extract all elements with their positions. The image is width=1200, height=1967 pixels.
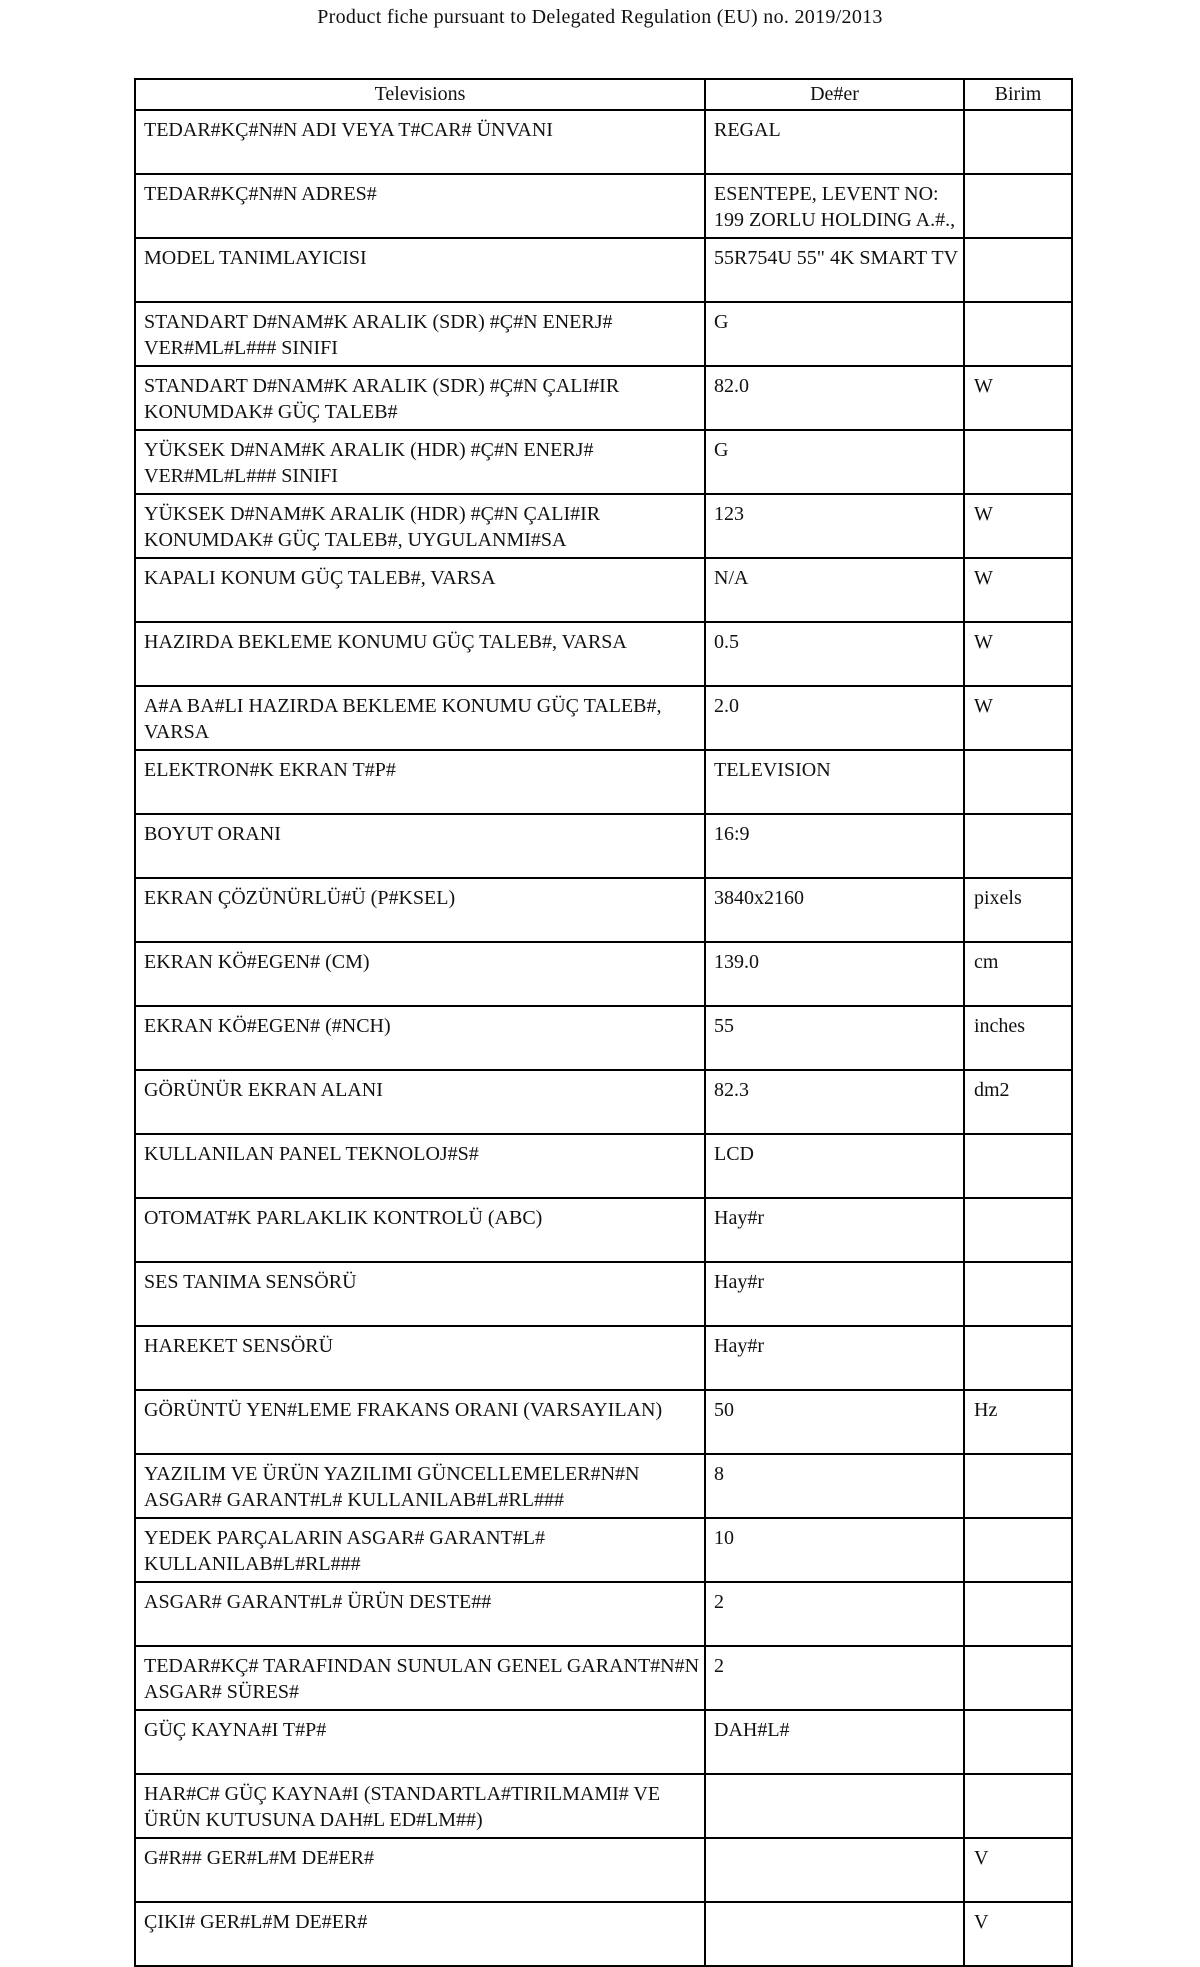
property-cell xyxy=(135,750,705,814)
unit-cell xyxy=(964,1582,1072,1646)
table-row xyxy=(135,1518,1072,1582)
value-cell-text: 0.5 xyxy=(714,631,739,653)
value-cell xyxy=(705,1774,964,1838)
unit-cell xyxy=(964,878,1072,942)
value-cell xyxy=(705,494,964,558)
table-row xyxy=(135,1262,1072,1326)
property-cell-text: KULLANILAN PANEL TEKNOLOJ#S# xyxy=(144,1143,479,1165)
property-cell-text: YEDEK PARÇALARIN ASGAR# GARANT#L# KULLANILAB#L#RL### xyxy=(144,1527,545,1575)
unit-cell-text: W xyxy=(974,375,993,397)
unit-cell xyxy=(964,1518,1072,1582)
unit-cell-text: dm2 xyxy=(974,1079,1010,1101)
property-cell-text: HAREKET SENSÖRÜ xyxy=(144,1335,334,1357)
table-row xyxy=(135,366,1072,430)
unit-cell-text: W xyxy=(974,631,993,653)
value-cell-text: G xyxy=(714,439,729,461)
table-row xyxy=(135,750,1072,814)
property-cell xyxy=(135,1518,705,1582)
value-cell xyxy=(705,430,964,494)
unit-cell xyxy=(964,942,1072,1006)
property-cell-text: YÜKSEK D#NAM#K ARALIK (HDR) #Ç#N ENERJ# VER#ML#L### SINIFI xyxy=(144,439,594,487)
property-cell xyxy=(135,430,705,494)
value-cell-text: 82.3 xyxy=(714,1079,749,1101)
table-row xyxy=(135,430,1072,494)
value-cell-text: 123 xyxy=(714,503,744,525)
property-cell-text: HAR#C# GÜÇ KAYNA#I (STANDARTLA#TIRILMAMI# VE ÜRÜN KUTUSUNA DAH#L ED#LM##) xyxy=(144,1783,661,1831)
value-cell xyxy=(705,686,964,750)
property-cell xyxy=(135,878,705,942)
unit-cell xyxy=(964,750,1072,814)
table-row xyxy=(135,1326,1072,1390)
property-cell-text: ELEKTRON#K EKRAN T#P# xyxy=(144,759,396,781)
unit-cell xyxy=(964,1902,1072,1966)
property-cell-text: TEDAR#KÇ#N#N ADRES# xyxy=(144,183,377,205)
property-cell-text: TEDAR#KÇ# TARAFINDAN SUNULAN GENEL GARANT#N#N ASGAR# SÜRES# xyxy=(144,1655,700,1703)
property-cell xyxy=(135,1454,705,1518)
header-row xyxy=(135,79,1072,110)
property-cell-text: BOYUT ORANI xyxy=(144,823,281,845)
value-cell xyxy=(705,1006,964,1070)
value-cell xyxy=(705,1518,964,1582)
value-cell xyxy=(705,1582,964,1646)
property-cell xyxy=(135,1262,705,1326)
table-row xyxy=(135,1390,1072,1454)
unit-cell xyxy=(964,110,1072,174)
unit-cell xyxy=(964,1006,1072,1070)
property-cell-text: STANDART D#NAM#K ARALIK (SDR) #Ç#N ENERJ# VER#ML#L### SINIFI xyxy=(144,311,613,359)
value-cell xyxy=(705,622,964,686)
value-cell xyxy=(705,174,964,238)
unit-cell-text: Hz xyxy=(974,1399,998,1421)
product-fiche-table xyxy=(134,78,1073,1967)
property-cell xyxy=(135,302,705,366)
property-cell xyxy=(135,1582,705,1646)
table-row xyxy=(135,1582,1072,1646)
unit-cell xyxy=(964,494,1072,558)
value-cell-text: DAH#L# xyxy=(714,1719,790,1741)
unit-cell-text: W xyxy=(974,695,993,717)
unit-cell xyxy=(964,1646,1072,1710)
unit-cell-text: inches xyxy=(974,1015,1026,1037)
unit-cell xyxy=(964,686,1072,750)
value-cell xyxy=(705,1134,964,1198)
property-cell-text: GÜÇ KAYNA#I T#P# xyxy=(144,1719,327,1741)
table-row xyxy=(135,1006,1072,1070)
property-cell-text: OTOMAT#K PARLAKLIK KONTROLÜ (ABC) xyxy=(144,1207,543,1229)
value-cell-text: REGAL xyxy=(714,119,781,141)
value-cell-text: 2 xyxy=(714,1655,724,1677)
unit-cell xyxy=(964,1710,1072,1774)
property-cell xyxy=(135,494,705,558)
value-cell-text: 2.0 xyxy=(714,695,739,717)
property-cell xyxy=(135,1006,705,1070)
value-cell-text: Hay#r xyxy=(714,1207,764,1229)
unit-cell-text: cm xyxy=(974,951,999,973)
property-cell-text: STANDART D#NAM#K ARALIK (SDR) #Ç#N ÇALI#IR KONUMDAK# GÜÇ TALEB# xyxy=(144,375,620,423)
property-cell xyxy=(135,1774,705,1838)
value-cell xyxy=(705,750,964,814)
property-cell-text: A#A BA#LI HAZIRDA BEKLEME KONUMU GÜÇ TALEB#, VARSA xyxy=(144,695,662,743)
unit-cell xyxy=(964,1838,1072,1902)
unit-cell xyxy=(964,814,1072,878)
document-title: Product fiche pursuant to Delegated Regulation (EU) no. 2019/2013 xyxy=(317,6,883,28)
value-cell xyxy=(705,1390,964,1454)
value-cell xyxy=(705,238,964,302)
unit-cell xyxy=(964,1326,1072,1390)
property-cell-text: HAZIRDA BEKLEME KONUMU GÜÇ TALEB#, VARSA xyxy=(144,631,627,653)
property-cell-text: GÖRÜNTÜ YEN#LEME FRAKANS ORANI (VARSAYILAN) xyxy=(144,1399,663,1421)
value-cell xyxy=(705,110,964,174)
unit-cell xyxy=(964,430,1072,494)
property-cell-text: KAPALI KONUM GÜÇ TALEB#, VARSA xyxy=(144,567,496,589)
unit-cell xyxy=(964,1454,1072,1518)
table-row xyxy=(135,942,1072,1006)
property-cell xyxy=(135,238,705,302)
value-cell-text: 50 xyxy=(714,1399,734,1421)
property-cell-text: ASGAR# GARANT#L# ÜRÜN DESTE## xyxy=(144,1591,492,1613)
property-cell-text: EKRAN ÇÖZÜNÜRLÜ#Ü (P#KSEL) xyxy=(144,887,456,909)
value-cell-text: G xyxy=(714,311,729,333)
unit-cell xyxy=(964,558,1072,622)
value-cell xyxy=(705,558,964,622)
unit-cell-text: V xyxy=(974,1911,989,1933)
unit-cell-text: pixels xyxy=(974,887,1022,909)
property-cell xyxy=(135,942,705,1006)
table-row xyxy=(135,238,1072,302)
property-cell-text: G#R## GER#L#M DE#ER# xyxy=(144,1847,374,1869)
value-cell xyxy=(705,1070,964,1134)
unit-cell-text: V xyxy=(974,1847,989,1869)
table-row xyxy=(135,1774,1072,1838)
value-cell-text: 55 xyxy=(714,1015,734,1037)
property-cell xyxy=(135,1646,705,1710)
property-cell xyxy=(135,686,705,750)
table-row xyxy=(135,1838,1072,1902)
table-row xyxy=(135,110,1072,174)
table-row xyxy=(135,1070,1072,1134)
property-cell xyxy=(135,1326,705,1390)
table-row xyxy=(135,302,1072,366)
value-cell xyxy=(705,1326,964,1390)
value-cell xyxy=(705,302,964,366)
unit-cell xyxy=(964,622,1072,686)
table-body xyxy=(135,110,1072,1966)
property-cell xyxy=(135,622,705,686)
value-cell xyxy=(705,1710,964,1774)
value-cell xyxy=(705,878,964,942)
property-cell xyxy=(135,110,705,174)
value-cell-text: 16:9 xyxy=(714,823,750,845)
value-cell xyxy=(705,814,964,878)
value-cell-text: 3840x2160 xyxy=(714,887,804,909)
value-cell xyxy=(705,1838,964,1902)
value-cell-text: 82.0 xyxy=(714,375,749,397)
table-row xyxy=(135,1454,1072,1518)
value-cell-text: TELEVISION xyxy=(714,759,831,781)
property-cell xyxy=(135,1134,705,1198)
property-cell-text: YAZILIM VE ÜRÜN YAZILIMI GÜNCELLEMELER#N#N ASGAR# GARANT#L# KULLANILAB#L#RL### xyxy=(144,1463,640,1511)
table-row xyxy=(135,814,1072,878)
column-header-value: De#er xyxy=(705,79,964,110)
value-cell-text: N/A xyxy=(714,567,749,589)
table-row xyxy=(135,174,1072,238)
property-cell xyxy=(135,558,705,622)
unit-cell xyxy=(964,1774,1072,1838)
value-cell-text: 2 xyxy=(714,1591,724,1613)
property-cell xyxy=(135,1390,705,1454)
unit-cell xyxy=(964,302,1072,366)
table-row xyxy=(135,686,1072,750)
property-cell xyxy=(135,1710,705,1774)
column-header-unit: Birim xyxy=(964,79,1072,110)
table-row xyxy=(135,1134,1072,1198)
property-cell xyxy=(135,1070,705,1134)
unit-cell-text: W xyxy=(974,567,993,589)
property-cell-text: GÖRÜNÜR EKRAN ALANI xyxy=(144,1079,383,1101)
unit-cell xyxy=(964,1198,1072,1262)
property-cell xyxy=(135,1902,705,1966)
property-cell-text: EKRAN KÖ#EGEN# (CM) xyxy=(144,951,370,973)
property-cell xyxy=(135,366,705,430)
value-cell xyxy=(705,1198,964,1262)
unit-cell xyxy=(964,1262,1072,1326)
value-cell xyxy=(705,1262,964,1326)
value-cell-text: Hay#r xyxy=(714,1271,764,1293)
value-cell xyxy=(705,942,964,1006)
table-row xyxy=(135,1902,1072,1966)
value-cell xyxy=(705,1646,964,1710)
value-cell-text: Hay#r xyxy=(714,1335,764,1357)
value-cell-text: 8 xyxy=(714,1463,724,1485)
unit-cell-text: W xyxy=(974,503,993,525)
value-cell xyxy=(705,366,964,430)
unit-cell xyxy=(964,174,1072,238)
table-row xyxy=(135,878,1072,942)
table-row xyxy=(135,1198,1072,1262)
unit-cell xyxy=(964,366,1072,430)
table-row xyxy=(135,494,1072,558)
value-cell xyxy=(705,1902,964,1966)
property-cell-text: YÜKSEK D#NAM#K ARALIK (HDR) #Ç#N ÇALI#IR KONUMDAK# GÜÇ TALEB#, UYGULANMI#SA xyxy=(144,503,601,551)
property-cell-text: ÇIKI# GER#L#M DE#ER# xyxy=(144,1911,368,1933)
property-cell xyxy=(135,814,705,878)
table-header xyxy=(135,79,1072,110)
unit-cell xyxy=(964,1070,1072,1134)
unit-cell xyxy=(964,1134,1072,1198)
table-row xyxy=(135,1646,1072,1710)
property-cell xyxy=(135,174,705,238)
table-row xyxy=(135,622,1072,686)
value-cell-text: 55R754U 55" 4K SMART TV xyxy=(714,247,959,269)
value-cell-text: 10 xyxy=(714,1527,734,1549)
value-cell xyxy=(705,1454,964,1518)
property-cell-text: MODEL TANIMLAYICISI xyxy=(144,247,367,269)
value-cell-text: ESENTEPE, LEVENT NO: 199 ZORLU HOLDING A.#., xyxy=(714,183,956,231)
property-cell xyxy=(135,1838,705,1902)
column-header-televisions: Televisions xyxy=(135,79,705,110)
unit-cell xyxy=(964,1390,1072,1454)
property-cell-text: SES TANIMA SENSÖRÜ xyxy=(144,1271,357,1293)
unit-cell xyxy=(964,238,1072,302)
table-row xyxy=(135,1710,1072,1774)
value-cell-text: LCD xyxy=(714,1143,754,1165)
property-cell-text: TEDAR#KÇ#N#N ADI VEYA T#CAR# ÜNVANI xyxy=(144,119,553,141)
value-cell-text: 139.0 xyxy=(714,951,759,973)
property-cell xyxy=(135,1198,705,1262)
table-row xyxy=(135,558,1072,622)
property-cell-text: EKRAN KÖ#EGEN# (#NCH) xyxy=(144,1015,391,1037)
